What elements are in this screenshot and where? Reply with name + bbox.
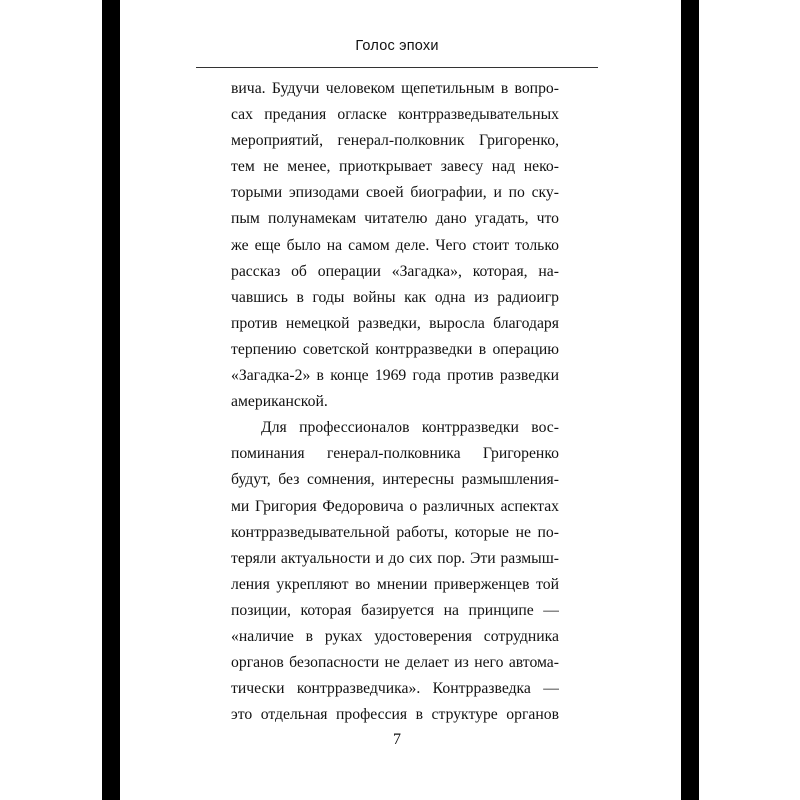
text-line: тически контрразведчика». Контрразведка —: [231, 680, 559, 698]
text-line: ления укрепляют во мнении приверженцев той: [231, 575, 559, 593]
text-line: это отдельная профессия в структуре органов: [231, 706, 559, 724]
text-line: рассказ об операции «Загадка», которая, на-: [231, 262, 559, 280]
text-line: сах предания огласке контрразведывательных: [231, 106, 559, 124]
text-line: же еще было на самом деле. Чего стоит только: [231, 236, 559, 254]
text-line: мероприятий, генерал-полковник Григоренко,: [231, 132, 559, 150]
body-text: [231, 76, 559, 728]
text-line: контрразведывательной работы, которые не по-: [231, 523, 559, 541]
text-line: торыми эпизодами своей биографии, и по ску-: [231, 184, 559, 202]
text-line: против немецкой разведки, выросла благодаря: [231, 314, 559, 332]
text-line: будут, без сомнения, интересны размышления-: [231, 471, 559, 489]
text-line: терпению советской контрразведки в операцию: [231, 340, 559, 358]
page-frame-left: [102, 0, 120, 800]
paragraph-start-line: Для профессионалов контрразведки вос-: [261, 419, 559, 437]
header-rule: [196, 67, 598, 68]
text-line: органов безопасности не делает из него автома-: [231, 654, 559, 672]
text-line: ми Григория Федоровича о различных аспектах: [231, 497, 559, 515]
text-line: «наличие в руках удостоверения сотрудника: [231, 627, 559, 645]
text-line: американской.: [231, 393, 328, 411]
text-line: чавшись в годы войны как одна из радиоигр: [231, 288, 559, 306]
text-line: пым полунамекам читателю дано угадать, что: [231, 210, 559, 228]
text-line: поминания генерал-полковника Григоренко: [231, 445, 559, 463]
text-line: позиции, которая базируется на принципе —: [231, 601, 559, 619]
page-frame-right: [681, 0, 699, 800]
text-line: тем не менее, приоткрывает завесу над неко-: [231, 158, 559, 176]
text-line: «Загадка-2» в конце 1969 года против разведки: [231, 367, 559, 385]
page-number: 7: [393, 731, 401, 748]
running-head: Голос эпохи: [355, 38, 439, 54]
text-line: теряли актуальности и до сих пор. Эти размыш-: [231, 549, 559, 567]
text-line: вича. Будучи человеком щепетильным в вопро-: [231, 80, 559, 97]
